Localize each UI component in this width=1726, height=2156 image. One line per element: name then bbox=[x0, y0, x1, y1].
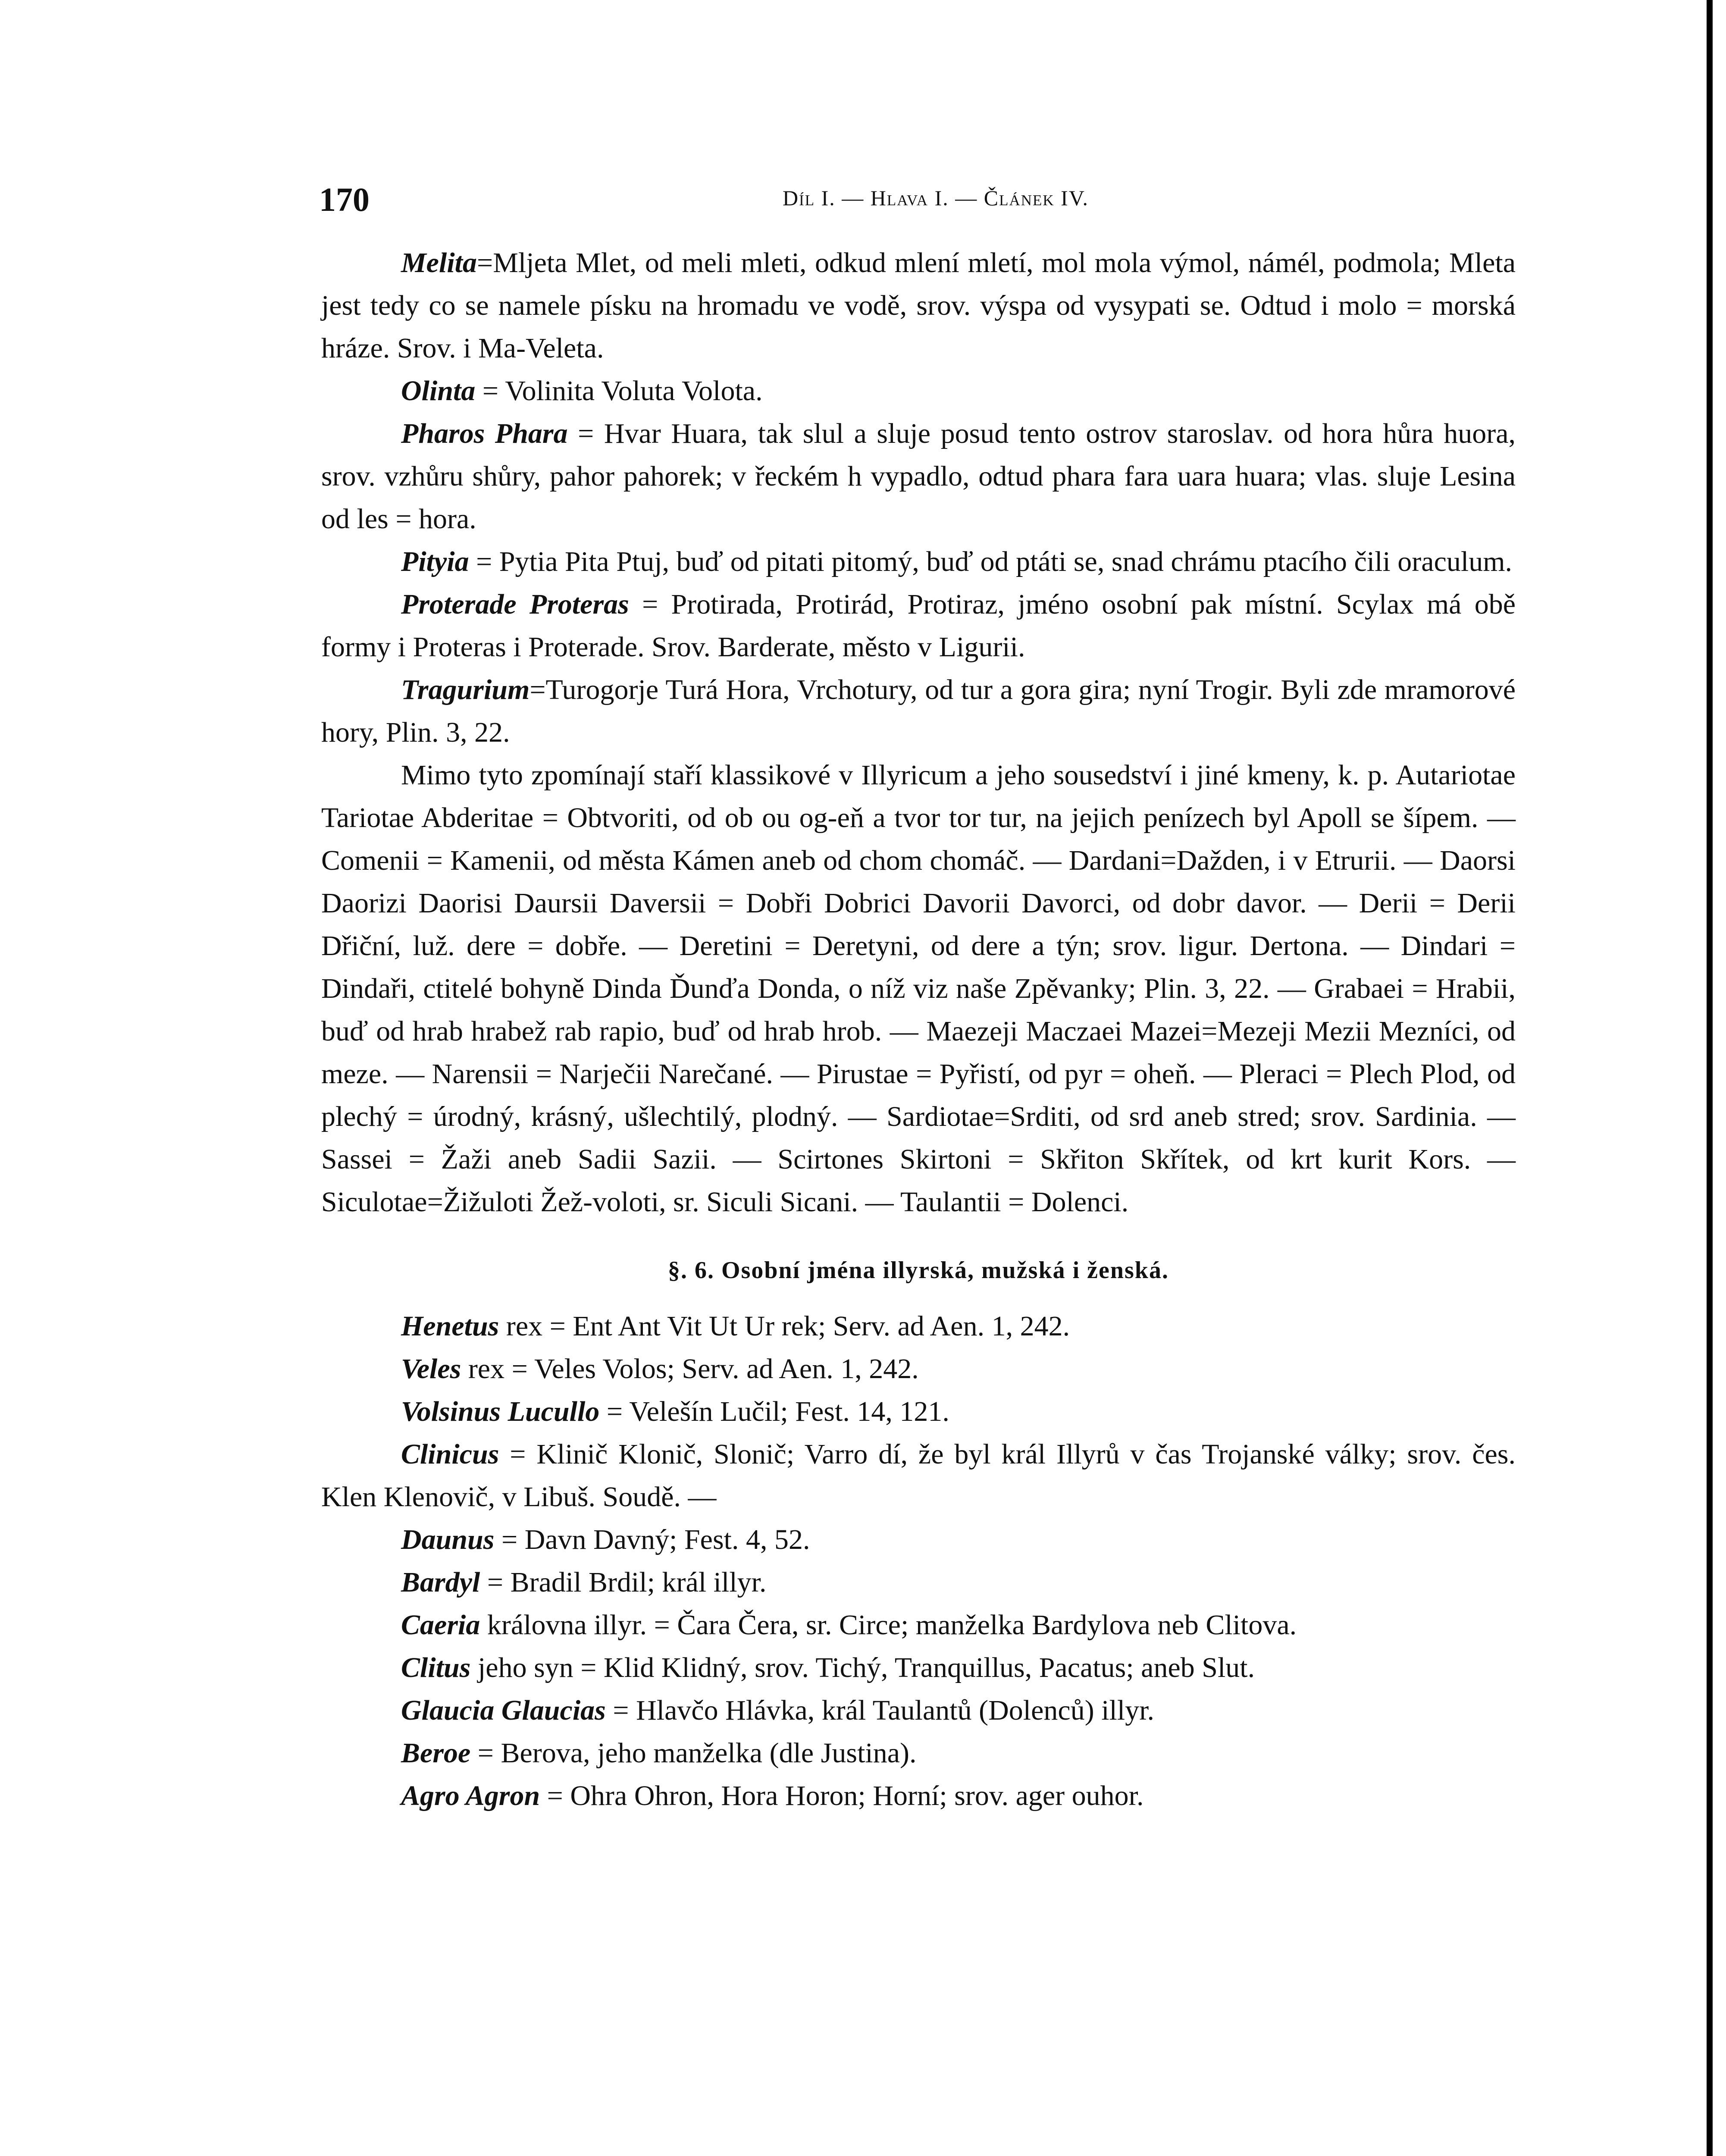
paragraph-peoples: Mimo tyto zpomínají staří klassikové v Illyricum a jeho sousedství i jiné kmeny, k. p. Autariotae Tariotae Abderitae = Obtvoriti, od ob ou og-eň a tvor tor tur, na jejich penízech byl Apoll se šípem. — Comenii = Kamenii, od města Kámen aneb od chom chomáč. — Dardani=Dažden, i v Etrurii. — Daorsi Daorizi Daorisi Daursii Daversii = Dobři Dobrici Davorii Davorci, od dobr davor. — Derii = Derii Dřiční, luž. dere = dobře. — Deretini = Deretyni, od dere a týn; srov. ligur. Dertona. — Dindari = Dindaři, ctitelé bohyně Dinda Ďunďa Donda, o níž viz naše Zpěvanky; Plin. 3, 22. — Grabaei = Hrabii, buď od hrab hrabež rab rapio, buď od hrab hrob. — Maezeji Maczaei Mazei=Mezeji Mezii Mezníci, od meze. — Narensii = Narječii Narečané. — Pirustae = Pyřistí, od pyr = oheň. — Pleraci = Plech Plod, od plechý = úrodný, krásný, ušlechtilý, plodný. — Sardiotae=Srditi, od srd aneb stred; srov. Sardinia. — Sassei = Žaži aneb Sadii Sazii. — Scirtones Skirtoni = Skřiton Skřítek, od krt kurit Kors. — Siculotae=Žižuloti Žež-voloti, sr. Siculi Sicani. — Taulantii = Dolenci. bbox=[321, 759, 1516, 1218]
list-item: Glaucia Glaucias = Hlavčo Hlávka, král Taulantů (Dolenců) illyr. bbox=[401, 1695, 1155, 1726]
personal-names-list bbox=[321, 1305, 1516, 1817]
list-item: Clinicus = Klinič Klonič, Slonič; Varro dí, že byl král Illyrů v čas Trojanské války; srov. čes. Klen Klenovič, v Libuš. Soudě. — bbox=[321, 1438, 1516, 1513]
paragraph-melita: Melita=Mljeta Mlet, od meli mleti, odkud mlení mletí, mol mola výmol, námél, podmola; Mleta jest tedy co se namele písku na hromadu ve vodě, srov. výspa od vysypati se. Odtud i molo = morská hráze. Srov. i Ma-Veleta. bbox=[321, 247, 1516, 364]
term: Melita bbox=[401, 247, 477, 279]
term: Proterade Proteras bbox=[401, 589, 629, 620]
paragraph-pityia: Pityia = Pytia Pita Ptuj, buď od pitati pitomý, buď od ptáti se, snad chrámu ptacího čili oraculum. bbox=[401, 546, 1513, 577]
list-item: Daunus = Davn Davný; Fest. 4, 52. bbox=[401, 1524, 810, 1555]
list-item: Volsinus Lucullo = Velešín Lučil; Fest. 14, 121. bbox=[401, 1396, 949, 1427]
list-item: Veles rex = Veles Volos; Serv. ad Aen. 1, 242. bbox=[401, 1353, 919, 1385]
scan-border-right bbox=[1707, 0, 1713, 2156]
term: Pharos Phara bbox=[401, 418, 568, 449]
term: Pityia bbox=[401, 546, 469, 577]
paragraph-tragurium: Tragurium=Turogorje Turá Hora, Vrchotury, od tur a gora gira; nyní Trogir. Byli zde mramorové hory, Plin. 3, 22. bbox=[321, 674, 1516, 748]
section-title: §. 6. Osobní jména illyrská, mužská i ženská. bbox=[668, 1257, 1169, 1284]
paragraph-olinta: Olinta = Volinita Voluta Volota. bbox=[401, 375, 763, 407]
running-head: Díl I. — Hlava I. — Článek IV. bbox=[783, 186, 1089, 210]
term: Tragurium bbox=[401, 674, 530, 705]
list-item: Agro Agron = Ohra Ohron, Hora Horon; Horní; srov. ager ouhor. bbox=[401, 1780, 1144, 1811]
list-item: Caeria královna illyr. = Čara Čera, sr. Circe; manželka Bardylova neb Clitova. bbox=[401, 1609, 1297, 1641]
paragraph-proterade: Proterade Proteras = Protirada, Protirád, Protiraz, jméno osobní pak místní. Scylax má obě formy i Proteras i Proterade. Srov. Barderate, město v Ligurii. bbox=[321, 589, 1516, 663]
list-item: Henetus rex = Ent Ant Vit Ut Ur rek; Serv. ad Aen. 1, 242. bbox=[401, 1310, 1070, 1342]
list-item: Beroe = Berova, jeho manželka (dle Justina). bbox=[401, 1737, 917, 1769]
list-item: Bardyl = Bradil Brdil; král illyr. bbox=[401, 1567, 767, 1598]
list-item: Clitus jeho syn = Klid Klidný, srov. Tichý, Tranquillus, Pacatus; aneb Slut. bbox=[401, 1652, 1255, 1683]
page-number: 170 bbox=[319, 181, 370, 218]
page-header bbox=[319, 180, 1552, 228]
paragraph-pharos: Pharos Phara = Hvar Huara, tak slul a sluje posud tento ostrov staroslav. od hora hůra huora, srov. vzhůru shůry, pahor pahorek; v řeckém h vypadlo, odtud phara fara uara huara; vlas. sluje Lesina od les = hora. bbox=[321, 418, 1516, 535]
term: Olinta bbox=[401, 375, 476, 407]
text-body bbox=[321, 241, 1516, 1817]
